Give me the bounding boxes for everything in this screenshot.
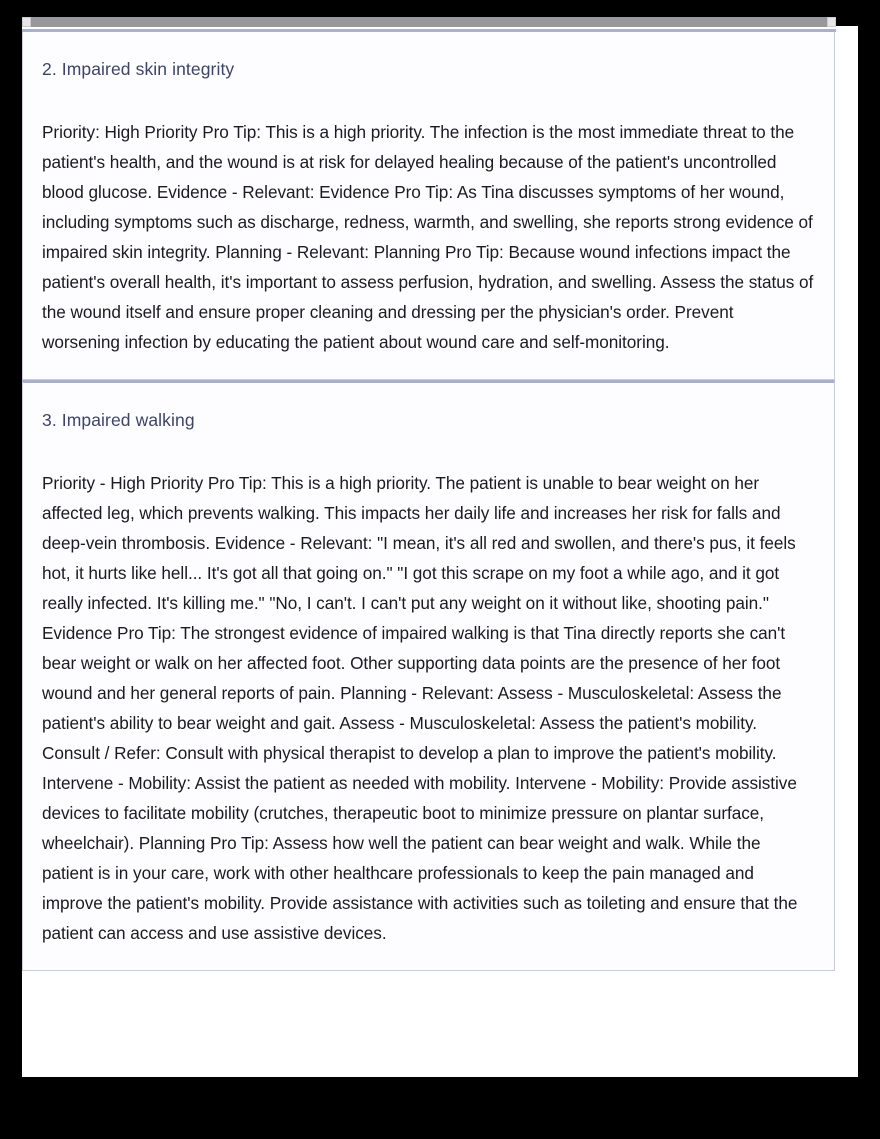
care-plan-list	[22, 32, 835, 971]
diagnosis-body: Priority - High Priority Pro Tip: This is a high priority. The patient is unable to bear weight on her affected leg, which prevents walking. This impacts her daily life and increases her risk for falls and deep-vein thrombosis. Evidence - Relevant: "I mean, it's all red and swollen, and there's pus, it feels hot, it hurts like hell... It's got all that going on." "I got this scrape on my foot a while ago, and it got really infected. It's killing me." "No, I can't. I can't put any weight on it without like, shooting pain." Evidence Pro Tip: The strongest evidence of impaired walking is that Tina directly reports she can't bear weight or walk on her affected foot. Other supporting data points are the presence of her foot wound and her general reports of pain. Planning - Relevant: Assess - Musculoskeletal: Assess the patient's ability to bear weight and gait. Assess - Musculoskeletal: Assess the patient's mobility. Consult / Refer: Consult with physical therapist to develop a plan to improve the patient's mobility. Intervene - Mobility: Assist the patient as needed with mobility. Intervene - Mobility: Provide assistive devices to facilitate mobility (crutches, therapeutic boot to minimize pressure on plantar surface, wheelchair). Planning Pro Tip: Assess how well the patient can bear weight and walk. While the patient is in your care, work with other healthcare professionals to keep the pain managed and improve the patient's mobility. Provide assistance with activities such as toileting and ensure that the patient can access and use assistive devices.	[42, 472, 798, 943]
diagnosis-body: Priority: High Priority Pro Tip: This is a high priority. The infection is the most immediate threat to the patient's health, and the wound is at risk for delayed healing because of the patient's uncontrolled blood glucose. Evidence - Relevant: Evidence Pro Tip: As Tina discusses symptoms of her wound, including symptoms such as discharge, redness, warmth, and swelling, she reports strong evidence of impaired skin integrity. Planning - Relevant: Planning Pro Tip: Because wound infections impact the patient's overall health, it's important to assess perfusion, hydration, and swelling. Assess the status of the wound itself and ensure proper cleaning and dressing per the physician's order. Prevent worsening infection by educating the patient about wound care and self-monitoring.	[42, 121, 814, 352]
scrollbar-left-arrow-icon[interactable]	[22, 17, 31, 27]
scrollbar-right-arrow-icon[interactable]	[827, 17, 836, 27]
diagnosis-card-impaired-skin-integrity[interactable]	[22, 32, 835, 380]
diagnosis-title: 3. Impaired walking	[42, 409, 195, 430]
diagnosis-card-impaired-walking[interactable]	[22, 380, 835, 971]
horizontal-scrollbar[interactable]	[22, 17, 836, 27]
diagnosis-title: 2. Impaired skin integrity	[42, 59, 235, 79]
scrollbar-thumb[interactable]	[31, 17, 827, 27]
